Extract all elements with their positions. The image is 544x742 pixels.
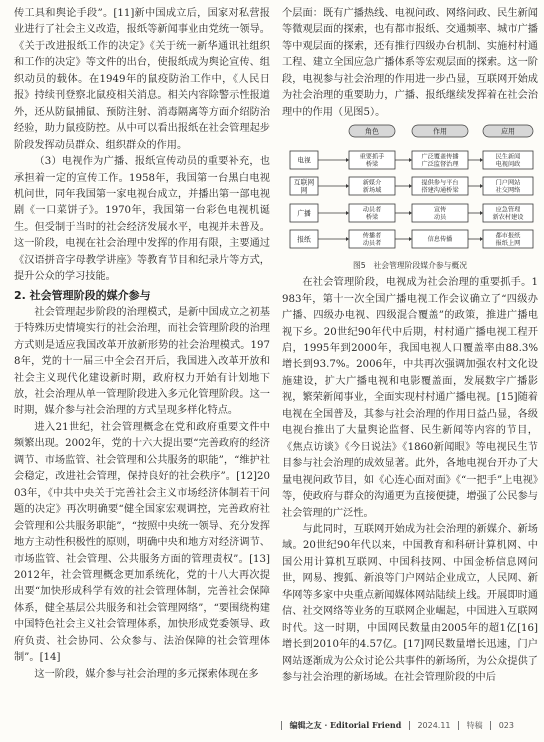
footer-divider (490, 721, 491, 730)
body-paragraph: 与此同时，互联网开始成为社会治理的新媒介、新场域。20世纪90年代以来，中国教育和科研计算机网、中国公用计算机互联网、中国科技网、中国金桥信息网问世，网易、搜狐、新浪等门户网站企业成立，人民网、新华网等多家中央重点新闻媒体网站陆续上线。开展即时通信、社交网络等业务的互联网企业崛起，中国进入互联网时代。这一时期，中国网民数量由2005年的超1亿[16]增长到2010年的4.57亿。[17]网民数量增长迅速，门户网站逐渐成为公众讨论公共事件的新场所，为公众提供了参与社会治理的新场域。在社会管理阶段的中后 (282, 523, 538, 684)
body-paragraph: 社会管理起步阶段的治理模式，是新中国成立之初基于特殊历史情境实行的社会治理，而社会管理阶段的治理方式则是适应我国改革开放新形势的社会治理模式。1978年，党的十一届三中全会召开后，我国进入改革开放和社会主义现代化建设新时期，政府权力开始有计划地下放，社会治理从单一管理阶段进入多元化管理阶段。这一时期，媒介参与社会治理的方式呈现多样化特点。 (14, 306, 270, 417)
figure-cell-label: 门户网站社交网络 (495, 179, 521, 195)
section-heading: 2. 社会管理阶段的媒介参与 (14, 288, 151, 302)
right-column (282, 6, 538, 687)
figure-cell-label: 传播者动员者 (362, 232, 382, 248)
figure-arrow-head (409, 237, 412, 241)
figure-arrow-head (480, 237, 483, 241)
footer-divider (281, 721, 282, 730)
figure-media-label: 广播 (297, 209, 311, 218)
section-name: 特稿 (466, 721, 483, 730)
figure-cell-label: 应急管理新农村建设 (492, 206, 524, 222)
figure-media-label: 报纸 (297, 235, 311, 244)
left-column (14, 6, 270, 683)
figure-caption: 图5 社会管理阶段媒介参与概况 (352, 261, 468, 271)
body-paragraph: （3）电视作为广播、报纸宣传动员的重要补充，也承担着一定的宣传工作。1958年，我国第一台黑白电视机问世，同年我国第一家电视台成立，并播出第一部电视剧《一口菜饼子》。1970年，我国第一台彩色电视机诞生。但受制于当时的社会经济发展水平，电视并未普及。这一阶段，电视在社会治理中发挥的作用有限，主要通过《汉语拼音字母教学讲座》等教育节目和纪录片等方式，提升公众的学习技能。 (14, 156, 270, 283)
figure-arrow-head (409, 211, 412, 215)
figure-arrow-head (346, 158, 349, 162)
figure-cell-label: 广泛覆盖传播广泛监督治理 (421, 153, 459, 169)
figure-cell-label: 新媒介新场域 (362, 179, 382, 195)
figure-arrow-head (480, 184, 483, 188)
figure-media-overview (282, 122, 538, 258)
figure-column-header-label: 角色 (365, 127, 379, 136)
figure-column-header-label: 作用 (433, 127, 447, 136)
figure-arrow-head (480, 211, 483, 215)
figure-media-label: 互联网网 (293, 178, 315, 195)
issue-number: 2024.11 (417, 721, 451, 730)
figure-arrow-head (480, 158, 483, 162)
footer-divider (458, 721, 459, 730)
figure-cell-label: 都市报纸报纸上网 (495, 232, 521, 248)
figure-column-header-label: 应用 (501, 127, 515, 136)
figure-cell-label: 宣传动员 (433, 206, 447, 222)
figure-arrow-head (409, 184, 412, 188)
figure-cell-label: 提供参与平台搭建沟通桥梁 (421, 179, 459, 195)
figure-media-label: 电视 (297, 156, 311, 165)
figure-arrow-head (346, 184, 349, 188)
figure-diagram (282, 122, 538, 258)
figure-arrow-head (346, 211, 349, 215)
body-paragraph: 这一阶段，媒介参与社会治理的多元探索体现在多 (34, 668, 259, 680)
journal-name: 编辑之友 · Editorial Friend (289, 720, 402, 730)
page-number: 023 (498, 721, 514, 730)
figure-cell-label: 重要抓手桥梁 (359, 153, 385, 169)
figure-cell-label: 信息传播 (427, 236, 453, 244)
figure-cell-label: 民生新闻电视问政 (495, 153, 521, 169)
body-paragraph: 在社会管理阶段，电视成为社会治理的重要抓手。1983年，第十一次全国广播电视工作会议确立了“四级办广播、四级办电视、四级混合覆盖”的政策，推进广播电视下乡。20世纪90年代中后期，村村通广播电视工程开启，1995年到2000年，我国电视人口覆盖率由88.3%增长到93.7%。2006年，中共再次强调加强农村文化设施建设，扩大广播电视和电影覆盖面，发展数字广播影视，繁荣新闻事业，全面实现村村通广播电视。[15]随着电视在全国普及，其参与社会治理的作用日益凸显，各级电视台推出了大量舆论监督、民生新闻等内容的节目，《焦点访谈》《今日说法》《1860新闻眼》等电视民生节目参与社会治理的成效显著。此外，各地电视台开办了大量电视问政节目，如《心连心面对面》《“一把手”上电视》等，使政府与群众的沟通更为直接便捷，增强了公民参与社会管理的广泛性。 (282, 277, 538, 519)
page-footer (0, 718, 544, 734)
figure-arrow-head (346, 237, 349, 241)
body-paragraph: 个层面：既有广播热线、电视问政、网络问政、民生新闻等微观层面的探索，也有都市报纸、交通频率、城市广播等中观层面的探索，还有推行四级办台机制、实施村村通工程、建立全国应急广播体系等宏观层面的探索。这一阶段，电视参与社会治理的作用进一步凸显，互联网开始成为社会治理的重要助力，广播、报纸继续发挥着在社会治理中的作用（见图5）。 (282, 8, 538, 118)
footer-divider (409, 721, 410, 730)
figure-arrow-head (409, 158, 412, 162)
body-paragraph: 进入21世纪，社会管理概念在党和政府重要文件中频繁出现。2002年，党的十六大提出要“完善政府的经济调节、市场监管、社会管理和公共服务的职能”，“维护社会稳定，改进社会管理，保持良好的社会秩序”。[12]2003年，《中共中央关于完善社会主义市场经济体制若干问题的决定》再次明确要“健全国家宏观调控，完善政府社会管理和公共服务职能”，“按照中央统一领导、充分发挥地方主动性积极性的原则，明确中央和地方对经济调节、市场监管、社会管理、公共服务方面的管理责权”。[13]2012年，社会管理概念更加系统化，党的十八大再次提出要“加快形成科学有效的社会管理体制，完善社会保障体系，健全基层公共服务和社会管理网络”，“要围绕构建中国特色社会主义社会管理体系，加快形成党委领导、政府负责、社会协同、公众参与、法治保障的社会管理体制”。[14] (14, 421, 270, 664)
body-paragraph: 传工具和舆论手段”。[11]新中国成立后，国家对私营报业进行了社会主义改造，报纸等新闻事业由党统一领导。《关于改进报纸工作的决定》《关于统一新华通讯社组织和工作的决定》等文件的出台，使报纸成为舆论宣传、组织动员的载体。在1949年的鼠疫防治工作中，《人民日报》持续刊登察北鼠疫相关消息。相关内容除警示性报道外，还从防鼠捕鼠、预防注射、消毒隔离等方面介绍防治经验，助力鼠疫防控。从中可以看出报纸在社会管理起步阶段发挥动员群众、组织群众的作用。 (14, 8, 270, 151)
figure-cell-label: 动员者桥梁 (362, 206, 382, 222)
